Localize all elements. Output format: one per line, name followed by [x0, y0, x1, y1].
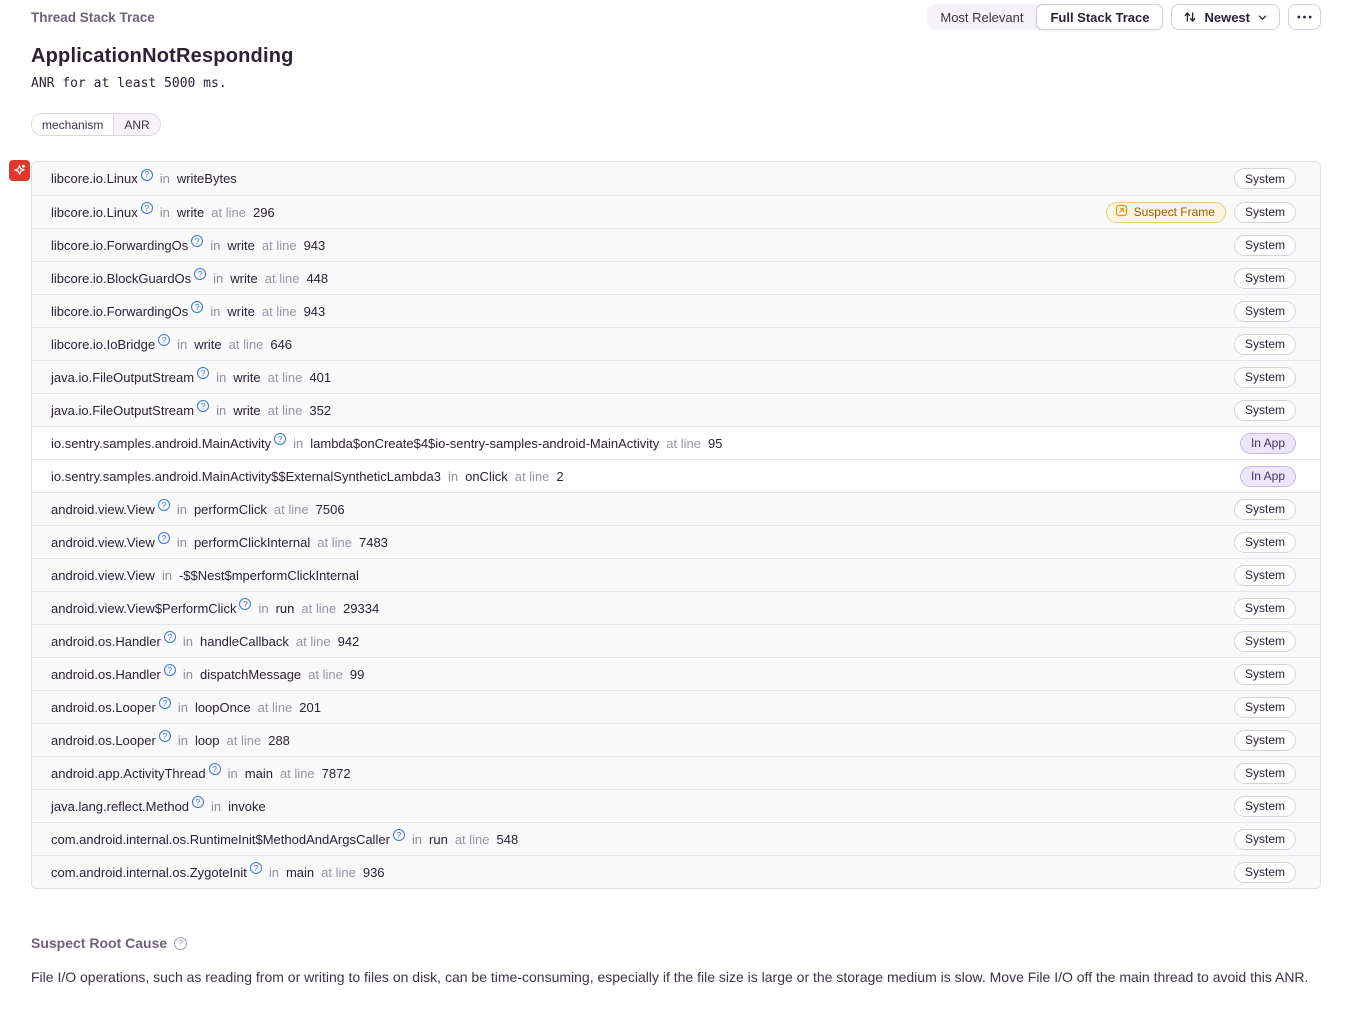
stack-frame-row[interactable] [32, 195, 1320, 228]
info-icon[interactable]: ? [159, 730, 171, 742]
frame-module: com.android.internal.os.ZygoteInit [51, 864, 247, 880]
frame-at-line [314, 865, 384, 880]
line-number: 936 [362, 864, 385, 880]
frame-in-keyword: in [177, 699, 188, 715]
stack-frame-row[interactable] [32, 294, 1320, 327]
frame-module: libcore.io.ForwardingOs [51, 237, 189, 253]
scope-badge: System [1234, 400, 1296, 421]
frame-function: lambda$onCreate$4$io-sentry-samples-android-MainActivity [310, 435, 660, 451]
tag-mechanism[interactable] [31, 113, 161, 136]
frame-function: write [227, 303, 255, 319]
frame-summary [51, 400, 332, 418]
frame-function: main [244, 765, 273, 781]
at-line-label: at line [211, 204, 246, 220]
at-line-label: at line [454, 831, 490, 847]
scope-badge: System [1234, 367, 1296, 388]
line-number: 296 [253, 204, 275, 220]
scope-badge: System [1234, 334, 1296, 355]
frame-summary [51, 862, 385, 880]
stack-frame-row[interactable] [32, 492, 1320, 525]
frame-badges [1234, 301, 1296, 322]
frame-function: run [275, 600, 295, 616]
at-line-label: at line [226, 732, 262, 748]
frame-function: write [230, 270, 258, 286]
frame-in-keyword: in [182, 633, 193, 649]
stack-trace-controls [927, 4, 1321, 30]
scope-badge: System [1234, 565, 1296, 586]
stack-frame-row[interactable] [32, 162, 1320, 195]
info-icon[interactable]: ? [158, 334, 170, 346]
chevron-down-icon [1257, 12, 1268, 23]
scope-badge: In App [1240, 433, 1296, 454]
scope-badge: System [1234, 301, 1296, 322]
frame-module: libcore.io.IoBridge [51, 336, 156, 352]
toggle-most-relevant[interactable]: Most Relevant [940, 9, 1024, 25]
scope-badge: System [1234, 631, 1296, 652]
sort-arrows-icon [1183, 10, 1197, 24]
info-icon[interactable]: ? [239, 598, 251, 610]
frame-function: writeBytes [176, 171, 237, 186]
frame-module: java.lang.reflect.Method [51, 798, 190, 814]
frame-at-line [261, 370, 331, 385]
stack-frame-row[interactable] [32, 723, 1320, 756]
frame-in-keyword: in [411, 831, 423, 847]
suspect-frame-label: Suspect Frame [1133, 205, 1215, 219]
tag-value: ANR [113, 114, 159, 135]
at-line-label: at line [308, 666, 343, 682]
frame-at-line [255, 238, 325, 253]
at-line-label: at line [261, 237, 297, 253]
at-line-label: at line [514, 468, 550, 484]
frame-summary [51, 697, 321, 715]
at-line-label: at line [301, 600, 337, 616]
line-number: 7872 [321, 765, 351, 781]
section-title: Thread Stack Trace [31, 9, 155, 25]
frame-in-keyword: in [216, 402, 227, 418]
frame-module: android.os.Looper [51, 699, 156, 715]
stack-trace-list [31, 161, 1321, 889]
at-line-label: at line [295, 633, 331, 649]
frame-function: write [176, 204, 205, 220]
at-line-label: at line [257, 699, 293, 715]
frame-badges [1234, 268, 1296, 289]
stack-frame-row[interactable] [32, 657, 1320, 690]
frame-function: run [429, 831, 448, 847]
frame-in-keyword: in [216, 369, 227, 385]
line-number: 95 [707, 435, 723, 451]
frame-at-line [448, 832, 518, 847]
frame-badges [1234, 499, 1296, 520]
frame-summary [51, 598, 380, 616]
frame-badges [1234, 367, 1296, 388]
stack-frame-row[interactable] [32, 426, 1320, 459]
frame-function: loopOnce [194, 699, 251, 715]
info-icon[interactable]: ? [274, 433, 286, 445]
scope-badge: System [1234, 532, 1296, 553]
frame-function: performClickInternal [193, 534, 311, 550]
frame-at-line [251, 700, 321, 715]
frame-module: android.os.Handler [51, 666, 161, 682]
info-icon[interactable]: ? [209, 763, 221, 775]
frame-badges [1234, 400, 1296, 421]
stack-frame-row[interactable] [32, 789, 1320, 822]
info-icon[interactable]: ? [192, 796, 204, 808]
scope-badge: System [1234, 202, 1296, 223]
info-icon[interactable]: ? [197, 400, 209, 412]
frame-function: write [233, 402, 261, 418]
stack-view-toggle [927, 4, 1163, 30]
frame-summary [51, 763, 351, 781]
at-line-label: at line [279, 765, 315, 781]
frame-badges [1234, 763, 1296, 784]
frame-function: write [227, 237, 255, 253]
frame-in-keyword: in [182, 666, 193, 682]
info-icon[interactable]: ? [191, 235, 203, 247]
frame-module: io.sentry.samples.android.MainActivity$$ExternalSyntheticLambda3 [51, 468, 441, 484]
frame-module: android.view.View [51, 534, 155, 550]
frame-at-line [261, 403, 331, 418]
frame-in-keyword: in [210, 237, 221, 253]
info-icon[interactable]: ? [250, 862, 262, 874]
frame-summary [51, 730, 290, 748]
frame-badges [1234, 631, 1296, 652]
at-line-label: at line [321, 864, 356, 880]
stack-frame-row[interactable] [32, 855, 1320, 888]
stack-frame-row[interactable] [32, 459, 1320, 492]
frame-summary [51, 532, 388, 550]
frame-in-keyword: in [227, 765, 238, 781]
external-link-icon [1115, 204, 1128, 220]
line-number: 352 [309, 402, 332, 418]
info-icon[interactable]: ? [141, 202, 153, 214]
frame-in-keyword: in [258, 600, 269, 616]
line-number: 943 [303, 237, 326, 253]
frame-badges [1234, 796, 1296, 817]
info-icon[interactable]: ? [164, 664, 176, 676]
frame-module: android.os.Looper [51, 732, 156, 748]
frame-at-line [289, 634, 359, 649]
stack-trace-section [31, 161, 1321, 889]
at-line-label: at line [228, 336, 264, 352]
line-number: 201 [299, 699, 321, 715]
stack-frame-row[interactable] [32, 822, 1320, 855]
frame-badges [1234, 697, 1296, 718]
scope-badge: System [1234, 598, 1296, 619]
frame-function: performClick [193, 501, 267, 517]
frame-module: android.app.ActivityThread [51, 765, 206, 781]
frame-in-keyword: in [177, 732, 188, 748]
frame-summary [51, 268, 329, 286]
frame-function: invoke [228, 798, 266, 814]
at-line-label: at line [261, 303, 297, 319]
frame-function: write [194, 336, 222, 352]
suspect-frame-badge [1106, 202, 1226, 223]
frame-module: android.view.View [51, 567, 155, 583]
frame-at-line [301, 667, 364, 682]
frame-function: write [233, 369, 261, 385]
suspect-root-cause-section [31, 935, 1321, 988]
frame-at-line [310, 535, 388, 550]
frame-function: main [285, 864, 315, 880]
frame-summary [51, 301, 326, 319]
frame-badges [1234, 598, 1296, 619]
at-line-label: at line [267, 369, 303, 385]
frame-summary [51, 499, 345, 517]
frame-function: -$$Nest$mperformClickInternal [178, 567, 359, 583]
frame-summary [51, 202, 275, 220]
frame-in-keyword: in [268, 864, 279, 880]
info-icon[interactable]: ? [393, 829, 405, 841]
scope-badge: System [1234, 829, 1296, 850]
frame-module: libcore.io.Linux [51, 171, 138, 186]
line-number: 99 [349, 666, 365, 682]
frame-at-line [659, 436, 722, 451]
at-line-label: at line [666, 435, 701, 451]
frame-at-line [273, 766, 351, 781]
frame-at-line [267, 502, 345, 517]
info-icon[interactable]: ? [197, 367, 209, 379]
frame-summary [51, 829, 519, 847]
scope-badge: System [1234, 796, 1296, 817]
line-number: 448 [306, 270, 329, 286]
stack-frame-row[interactable] [32, 591, 1320, 624]
frame-in-keyword: in [210, 303, 221, 319]
frame-in-keyword: in [159, 204, 170, 220]
frame-at-line [508, 469, 564, 484]
line-number: 548 [496, 831, 519, 847]
stack-frame-row[interactable] [32, 360, 1320, 393]
frame-summary [51, 367, 332, 385]
error-title: ApplicationNotResponding [31, 45, 294, 67]
frame-at-line [220, 733, 290, 748]
frame-summary [51, 433, 723, 451]
help-icon[interactable]: ? [174, 937, 187, 950]
frame-summary [51, 235, 326, 253]
stack-frame-row[interactable] [32, 624, 1320, 657]
frame-in-keyword: in [159, 171, 170, 186]
frame-badges [1240, 433, 1296, 454]
stack-frame-row[interactable] [32, 393, 1320, 426]
frame-summary [51, 469, 564, 484]
tag-key: mechanism [32, 114, 113, 135]
at-line-label: at line [317, 534, 352, 550]
line-number: 401 [309, 369, 332, 385]
stack-frame-row[interactable] [32, 327, 1320, 360]
frame-in-keyword: in [161, 567, 172, 583]
info-icon[interactable]: ? [141, 169, 153, 181]
frame-in-keyword: in [293, 435, 304, 451]
frame-in-keyword: in [213, 270, 224, 286]
frame-badges [1234, 829, 1296, 850]
frame-summary [51, 796, 266, 814]
frame-in-keyword: in [176, 501, 187, 517]
frame-at-line [294, 601, 379, 616]
frame-module: libcore.io.Linux [51, 204, 138, 220]
frame-module: android.view.View [51, 501, 155, 517]
scope-badge: System [1234, 697, 1296, 718]
frame-badges [1234, 532, 1296, 553]
frame-at-line [204, 205, 274, 220]
suspect-root-cause-title: Suspect Root Cause [31, 935, 168, 951]
info-icon[interactable]: ? [191, 301, 203, 313]
at-line-label: at line [264, 270, 300, 286]
scope-badge: System [1234, 664, 1296, 685]
stack-trace-header [31, 4, 1321, 30]
frame-badges [1234, 565, 1296, 586]
stack-frame-row[interactable] [32, 690, 1320, 723]
scope-badge: System [1234, 268, 1296, 289]
frame-in-keyword: in [211, 798, 222, 814]
line-number: 7483 [358, 534, 388, 550]
info-icon[interactable]: ? [159, 697, 171, 709]
frame-function: onClick [465, 468, 508, 484]
more-options-button[interactable] [1288, 4, 1321, 30]
frame-summary [51, 334, 293, 352]
scope-badge: System [1234, 763, 1296, 784]
scope-badge: System [1234, 168, 1296, 189]
frame-badges [1234, 168, 1296, 189]
stack-frame-row[interactable] [32, 525, 1320, 558]
info-icon[interactable]: ? [158, 499, 170, 511]
line-number: 288 [268, 732, 290, 748]
frame-function: loop [194, 732, 220, 748]
stack-frame-row[interactable] [32, 261, 1320, 294]
ellipsis-icon [1297, 15, 1312, 19]
stack-frame-row[interactable] [32, 228, 1320, 261]
frame-at-line [258, 271, 328, 286]
frame-summary [51, 631, 360, 649]
frame-badges [1234, 730, 1296, 751]
frame-module: libcore.io.BlockGuardOs [51, 270, 192, 286]
line-number: 646 [270, 336, 293, 352]
frame-badges [1106, 202, 1296, 223]
frame-module: io.sentry.samples.android.MainActivity [51, 435, 272, 451]
suspect-root-cause-description: File I/O operations, such as reading from or writing to files on disk, can be time-consuming, especially if the file size is large or the storage medium is slow. Move File I/O off the main thread to avoid this ANR. [31, 969, 1309, 985]
frame-summary [51, 664, 365, 682]
sort-newest-button[interactable] [1171, 4, 1280, 30]
line-number: 7506 [315, 501, 345, 517]
tags-row [31, 113, 1321, 136]
frame-badges [1234, 862, 1296, 883]
frame-in-keyword: in [447, 468, 459, 484]
stack-frame-row[interactable] [32, 558, 1320, 591]
scope-badge: System [1234, 235, 1296, 256]
scope-badge: System [1234, 730, 1296, 751]
frame-badges [1234, 235, 1296, 256]
frame-module: java.io.FileOutputStream [51, 402, 195, 418]
platform-error-icon [9, 160, 30, 181]
line-number: 943 [303, 303, 326, 319]
frame-at-line [222, 337, 292, 352]
frame-summary [51, 568, 359, 583]
frame-badges [1234, 334, 1296, 355]
frame-module: android.view.View$PerformClick [51, 600, 237, 616]
line-number: 2 [556, 468, 564, 484]
frame-summary [51, 171, 237, 186]
at-line-label: at line [273, 501, 309, 517]
frame-at-line [255, 304, 325, 319]
line-number: 942 [337, 633, 360, 649]
at-line-label: at line [267, 402, 303, 418]
toggle-full-stack-trace[interactable]: Full Stack Trace [1036, 4, 1163, 30]
frame-module: com.android.internal.os.RuntimeInit$MethodAndArgsCaller [51, 831, 390, 847]
frame-module: android.os.Handler [51, 633, 161, 649]
stack-frame-row[interactable] [32, 756, 1320, 789]
frame-badges [1234, 664, 1296, 685]
frame-module: java.io.FileOutputStream [51, 369, 195, 385]
frame-in-keyword: in [177, 336, 188, 352]
error-subtitle: ANR for at least 5000 ms. [31, 76, 227, 91]
line-number: 29334 [343, 600, 380, 616]
frame-function: dispatchMessage [199, 666, 302, 682]
info-icon[interactable]: ? [158, 532, 170, 544]
scope-badge: System [1234, 499, 1296, 520]
scope-badge: System [1234, 862, 1296, 883]
info-icon[interactable]: ? [164, 631, 176, 643]
frame-in-keyword: in [176, 534, 187, 550]
scope-badge: In App [1240, 466, 1296, 487]
info-icon[interactable]: ? [194, 268, 206, 280]
frame-badges [1240, 466, 1296, 487]
sort-button-label: Newest [1204, 9, 1250, 25]
frame-module: libcore.io.ForwardingOs [51, 303, 189, 319]
frame-function: handleCallback [199, 633, 289, 649]
